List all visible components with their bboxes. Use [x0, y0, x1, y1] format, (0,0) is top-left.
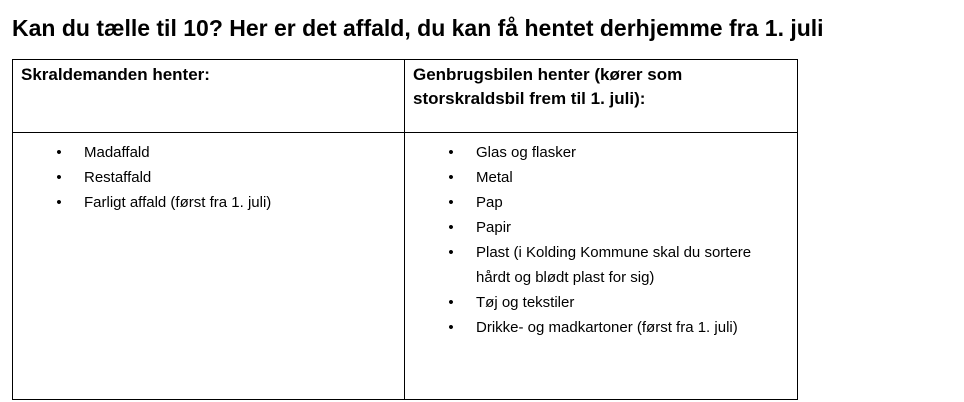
bullet-icon: • [56, 194, 62, 211]
list-item-label: Madaffald [84, 144, 150, 161]
list-item-label: Drikke- og madkartoner (først fra 1. juli) [476, 319, 738, 336]
header-cell-garbage-collector: Skraldemanden henter: [13, 60, 405, 133]
bullet-icon: • [448, 219, 454, 236]
list-item [405, 165, 797, 190]
list-item [405, 215, 797, 240]
list-item-label: Farligt affald (først fra 1. juli) [84, 194, 272, 211]
bullet-icon: • [56, 169, 62, 186]
list-item-label: Pap [476, 194, 503, 211]
bullet-icon: • [448, 169, 454, 186]
list-item-label: Tøj og tekstiler [476, 294, 575, 311]
garbage-collector-list [13, 133, 404, 215]
list-item [405, 240, 797, 290]
list-item-label: Plast (i Kolding Kommune skal du sortere hårdt og blødt plast for sig) [476, 244, 752, 286]
waste-collection-table [12, 59, 798, 400]
list-item [405, 315, 797, 340]
cell-garbage-collector-items [13, 133, 405, 400]
recycling-truck-list [405, 133, 797, 340]
bullet-icon: • [448, 244, 454, 261]
list-item-label: Restaffald [84, 169, 152, 186]
bullet-icon: • [448, 194, 454, 211]
list-item-label: Glas og flasker [476, 144, 577, 161]
bullet-icon: • [448, 319, 454, 336]
list-item-label: Papir [476, 219, 512, 236]
cell-recycling-truck-items [405, 133, 798, 400]
list-item [13, 190, 404, 215]
list-item [13, 165, 404, 190]
bullet-icon: • [56, 144, 62, 161]
list-item-label: Metal [476, 169, 513, 186]
list-item [405, 140, 797, 165]
list-item [405, 190, 797, 215]
bullet-icon: • [448, 294, 454, 311]
list-item [13, 140, 404, 165]
table-body-row [13, 133, 798, 400]
table-header-row [13, 60, 798, 133]
page-title: Kan du tælle til 10? Her er det affald, du kan få hentet derhjemme fra 1. juli [12, 15, 824, 41]
header-cell-recycling-truck: Genbrugsbilen henter (kører som storskraldsbil frem til 1. juli): [405, 60, 798, 133]
bullet-icon: • [448, 144, 454, 161]
list-item [405, 290, 797, 315]
